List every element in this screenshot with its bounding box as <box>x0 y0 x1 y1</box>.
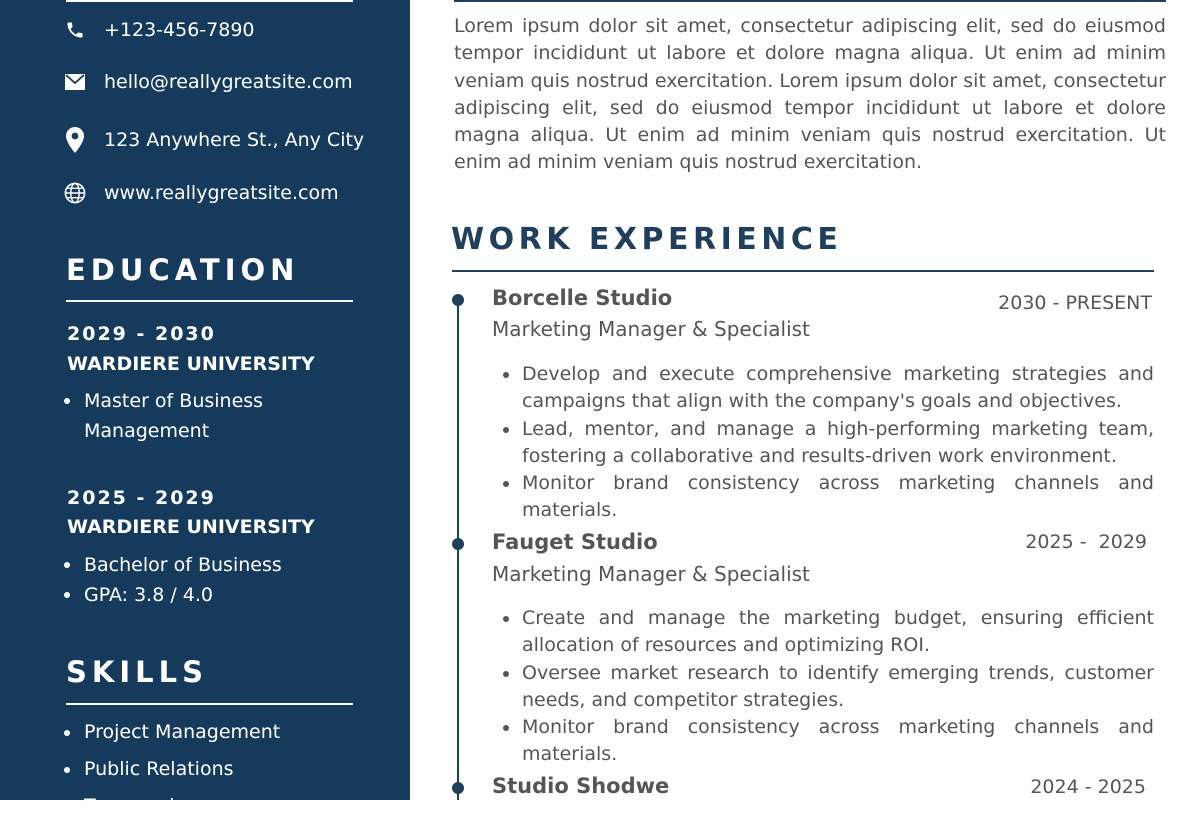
contact-phone <box>64 15 255 45</box>
timeline-dot <box>452 782 464 794</box>
phone-text: +123-456-7890 <box>104 19 255 41</box>
list-item: Monitor brand consistency across marketing channels and materials. <box>522 714 1154 769</box>
list-item: Bachelor of Business <box>84 550 282 580</box>
job-dates: 2025 - 2029 <box>1025 531 1147 553</box>
skills-divider <box>66 703 353 705</box>
contact-email <box>64 67 353 97</box>
main-content <box>410 0 1200 800</box>
list-item: GPA: 3.8 / 4.0 <box>84 580 282 610</box>
timeline-dot <box>452 538 464 550</box>
job-responsibilities <box>522 361 1154 525</box>
education-years: 2025 - 2029 <box>67 487 216 509</box>
job-responsibilities <box>522 605 1154 769</box>
list-item: Develop and execute comprehensive marketing strategies and campaigns that align with the company's goals and objectives. <box>522 361 1154 416</box>
job-company: Borcelle Studio <box>492 286 673 310</box>
skills-list <box>84 714 280 825</box>
list-item: Oversee market research to identify emerging trends, customer needs, and competitor strategies. <box>522 660 1154 715</box>
education-school: WARDIERE UNIVERSITY <box>67 353 315 375</box>
education-details <box>84 550 282 610</box>
sidebar-top-divider <box>66 0 353 2</box>
list-item: Monitor brand consistency across marketing channels and materials. <box>522 470 1154 525</box>
job-company: Studio Shodwe <box>492 774 670 798</box>
contact-website <box>64 178 339 208</box>
education-heading: EDUCATION <box>66 253 300 287</box>
contact-address <box>64 125 365 155</box>
education-school: WARDIERE UNIVERSITY <box>67 516 315 538</box>
list-item: Project Management <box>84 714 280 751</box>
timeline-dot <box>452 294 464 306</box>
list-item: Management <box>84 420 210 442</box>
job-company: Fauget Studio <box>492 530 658 554</box>
job-dates: 2030 - PRESENT <box>998 292 1152 314</box>
list-item: Create and manage the marketing budget, ensuring efficient allocation of resources and optimizing ROI. <box>522 605 1154 660</box>
education-years: 2029 - 2030 <box>67 323 216 345</box>
list-item: Public Relations <box>84 751 280 788</box>
job-title: Marketing Manager & Specialist <box>492 562 810 586</box>
work-experience-divider <box>452 270 1154 272</box>
list-item: Lead, mentor, and manage a high-performing marketing team, fostering a collaborative and results-driven work environment. <box>522 416 1154 471</box>
main-top-divider <box>454 0 1166 2</box>
email-icon <box>64 71 86 93</box>
list-item: Teamwork <box>84 788 280 825</box>
education-details <box>84 386 263 446</box>
globe-icon <box>64 182 86 204</box>
job-dates: 2024 - 2025 <box>1030 776 1146 798</box>
list-item: Master of Business <box>84 386 263 416</box>
website-text[interactable]: www.reallygreatsite.com <box>104 182 339 204</box>
email-text[interactable]: hello@reallygreatsite.com <box>104 71 353 93</box>
work-experience-heading: WORK EXPERIENCE <box>451 222 843 257</box>
job-title: Marketing Manager & Specialist <box>492 317 810 341</box>
location-pin-icon <box>64 129 86 151</box>
education-divider <box>66 300 353 302</box>
sidebar <box>0 0 410 817</box>
skills-heading: SKILLS <box>66 655 208 689</box>
address-text: 123 Anywhere St., Any City <box>104 129 365 151</box>
phone-icon <box>64 19 86 41</box>
timeline-line <box>457 300 459 800</box>
profile-text: Lorem ipsum dolor sit amet, consectetur adipiscing elit, sed do eiusmod tempor incididunt ut labore et dolore magna aliqua. Ut enim ad minim veniam quis nostrud exercitation. Lorem ipsum dolor sit amet, consectetur adipiscing elit, sed do eiusmod tempor incididunt ut labore et dolore magna aliqua. Ut enim ad minim veniam quis nostrud exercitation. Ut enim ad minim veniam quis nostrud exercitation. <box>454 15 1166 174</box>
